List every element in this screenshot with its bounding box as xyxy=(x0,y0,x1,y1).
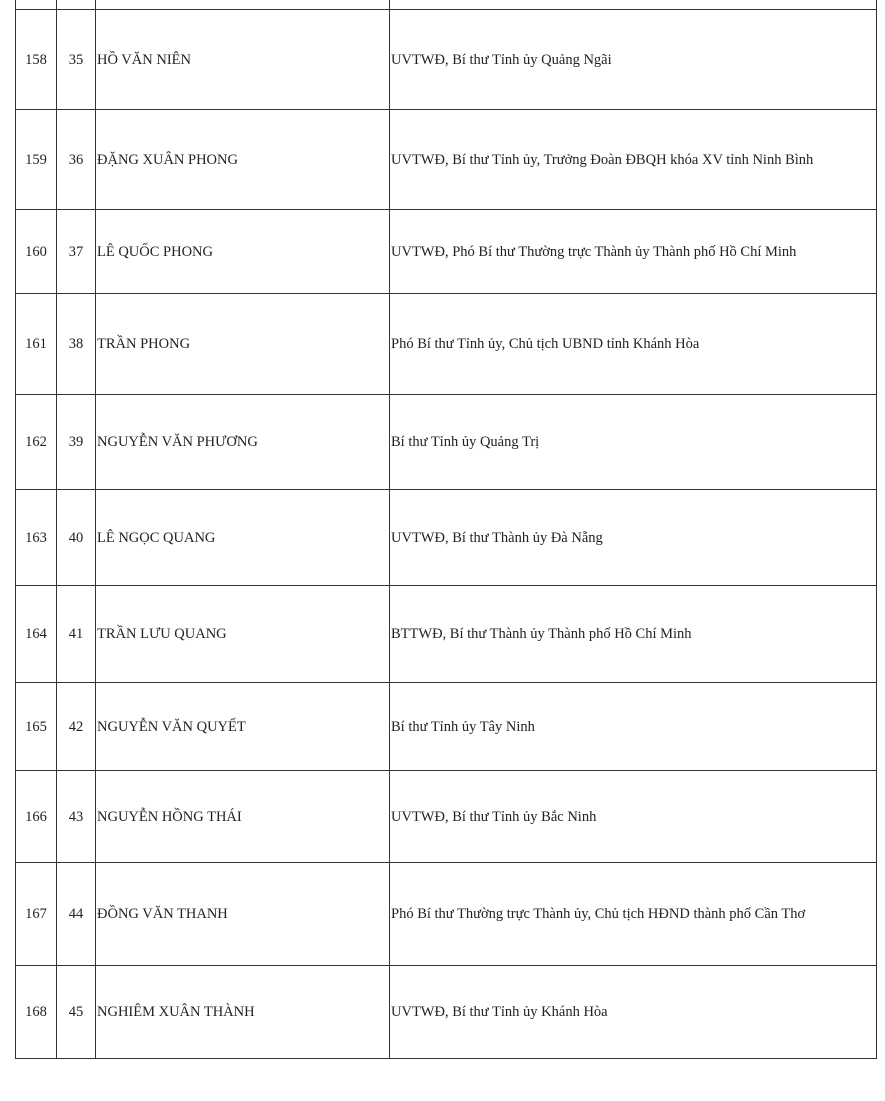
position-cell: UVTWĐ, Phó Bí thư Thường trực Thành ủy Thành phố Hồ Chí Minh xyxy=(390,210,877,294)
row-number: 164 xyxy=(16,586,57,683)
table-row xyxy=(16,966,877,1059)
group-number: 39 xyxy=(57,395,96,490)
group-number: 38 xyxy=(57,294,96,395)
group-number xyxy=(57,0,96,10)
name-cell: LÊ QUỐC PHONG xyxy=(96,210,390,294)
row-number: 166 xyxy=(16,771,57,863)
name-cell: HỒ VĂN NIÊN xyxy=(96,10,390,110)
name-cell: ĐẶNG XUÂN PHONG xyxy=(96,110,390,210)
name-cell: NGUYỄN VĂN QUYẾT xyxy=(96,683,390,771)
position-cell xyxy=(390,0,877,10)
table-row xyxy=(16,294,877,395)
table-row xyxy=(16,683,877,771)
officials-table xyxy=(15,0,877,1059)
name-cell: NGUYỄN VĂN PHƯƠNG xyxy=(96,395,390,490)
group-number: 36 xyxy=(57,110,96,210)
name-cell: ĐỒNG VĂN THANH xyxy=(96,863,390,966)
position-cell: UVTWĐ, Bí thư Tỉnh ủy, Trưởng Đoàn ĐBQH khóa XV tỉnh Ninh Bình xyxy=(390,110,877,210)
position-cell: Phó Bí thư Thường trực Thành ủy, Chủ tịch HĐND thành phố Cần Thơ xyxy=(390,863,877,966)
group-number: 40 xyxy=(57,490,96,586)
position-cell: UVTWĐ, Bí thư Tỉnh ủy Khánh Hòa xyxy=(390,966,877,1059)
name-cell: TRẦN LƯU QUANG xyxy=(96,586,390,683)
name-cell: NGUYỄN HỒNG THÁI xyxy=(96,771,390,863)
name-cell: LÊ NGỌC QUANG xyxy=(96,490,390,586)
position-cell: Bí thư Tỉnh ủy Quảng Trị xyxy=(390,395,877,490)
group-number: 45 xyxy=(57,966,96,1059)
group-number: 37 xyxy=(57,210,96,294)
position-cell: Bí thư Tỉnh ủy Tây Ninh xyxy=(390,683,877,771)
row-number: 160 xyxy=(16,210,57,294)
row-number: 168 xyxy=(16,966,57,1059)
group-number: 41 xyxy=(57,586,96,683)
row-number: 162 xyxy=(16,395,57,490)
row-number xyxy=(16,0,57,10)
name-cell xyxy=(96,0,390,10)
name-cell: TRẦN PHONG xyxy=(96,294,390,395)
table-row xyxy=(16,10,877,110)
row-number: 161 xyxy=(16,294,57,395)
name-cell: NGHIÊM XUÂN THÀNH xyxy=(96,966,390,1059)
group-number: 42 xyxy=(57,683,96,771)
table-row xyxy=(16,210,877,294)
row-number: 158 xyxy=(16,10,57,110)
row-number: 165 xyxy=(16,683,57,771)
position-cell: BTTWĐ, Bí thư Thành ủy Thành phố Hồ Chí Minh xyxy=(390,586,877,683)
position-cell: UVTWĐ, Bí thư Tỉnh ủy Quảng Ngãi xyxy=(390,10,877,110)
position-cell: UVTWĐ, Bí thư Thành ủy Đà Nẵng xyxy=(390,490,877,586)
table-row xyxy=(16,771,877,863)
table-row xyxy=(16,863,877,966)
row-number: 159 xyxy=(16,110,57,210)
table-row xyxy=(16,110,877,210)
position-cell: UVTWĐ, Bí thư Tỉnh ủy Bắc Ninh xyxy=(390,771,877,863)
row-number: 167 xyxy=(16,863,57,966)
table-row xyxy=(16,0,877,10)
table-row xyxy=(16,395,877,490)
table-row xyxy=(16,490,877,586)
group-number: 44 xyxy=(57,863,96,966)
position-cell: Phó Bí thư Tỉnh ủy, Chủ tịch UBND tỉnh Khánh Hòa xyxy=(390,294,877,395)
row-number: 163 xyxy=(16,490,57,586)
table-row xyxy=(16,586,877,683)
group-number: 43 xyxy=(57,771,96,863)
group-number: 35 xyxy=(57,10,96,110)
